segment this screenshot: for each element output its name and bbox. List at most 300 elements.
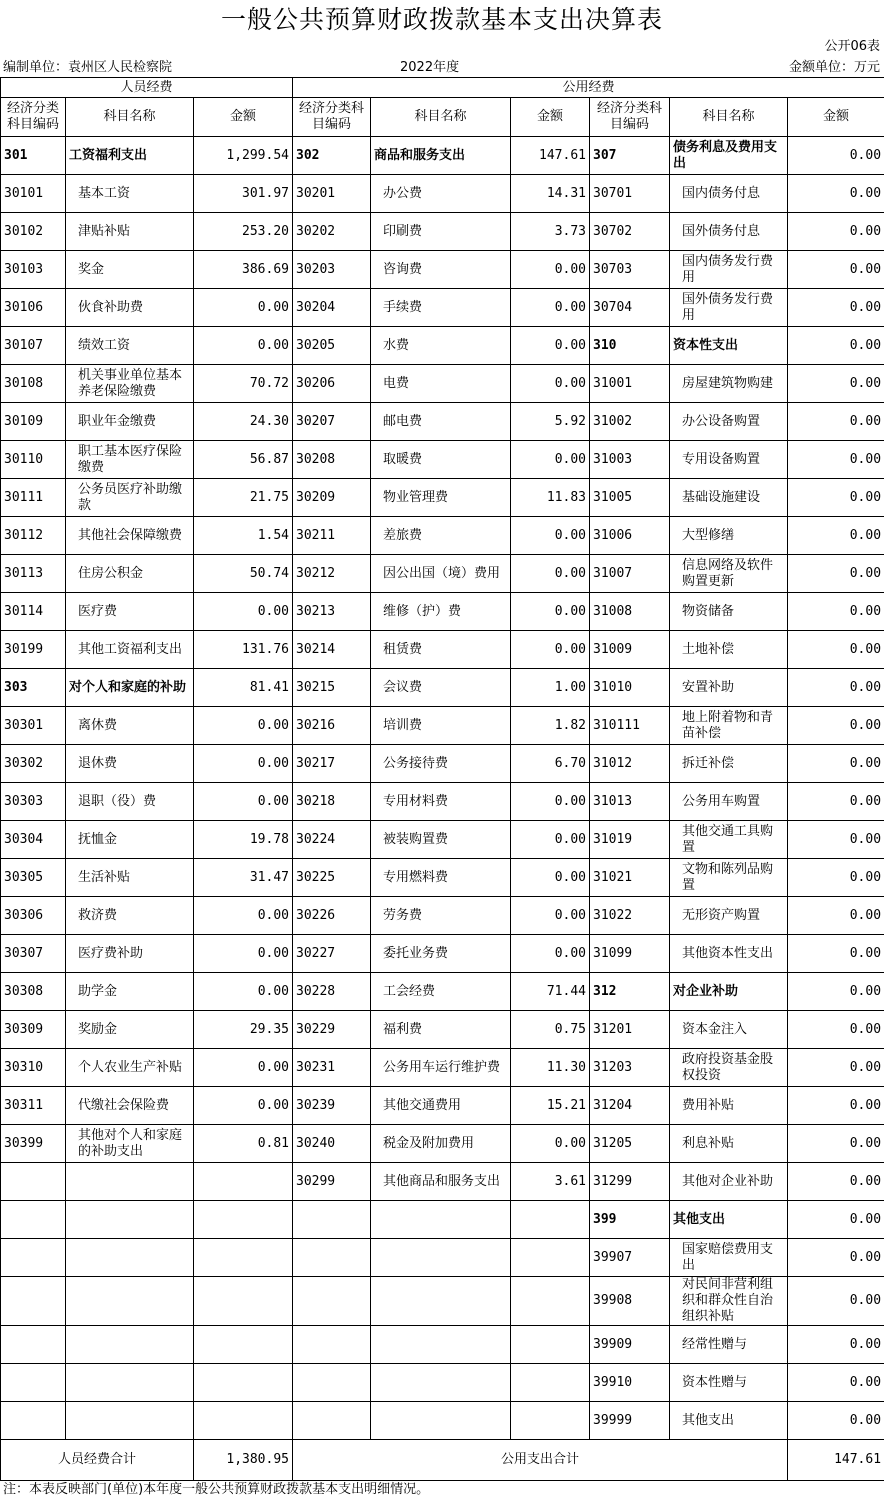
item-amount: 0.00 <box>511 631 590 669</box>
col-amount-header: 金额 <box>511 98 590 137</box>
item-amount: 0.00 <box>788 1277 884 1326</box>
item-amount: 1.82 <box>511 707 590 745</box>
item-amount: 0.00 <box>788 783 884 821</box>
item-amount: 0.00 <box>194 935 293 973</box>
item-amount: 29.35 <box>194 1011 293 1049</box>
item-amount: 0.00 <box>194 593 293 631</box>
item-name: 其他交通工具购置 <box>670 821 788 859</box>
item-code: 31005 <box>590 479 670 517</box>
item-code: 31204 <box>590 1087 670 1125</box>
item-amount: 1,299.54 <box>194 137 293 175</box>
table-row <box>1 479 884 517</box>
item-name: 奖金 <box>66 251 194 289</box>
item-name: 退休费 <box>66 745 194 783</box>
table-row <box>1 859 884 897</box>
item-code: 30208 <box>293 441 371 479</box>
item-amount: 81.41 <box>194 669 293 707</box>
table-row <box>1 973 884 1011</box>
item-amount <box>511 1402 590 1440</box>
item-code: 30304 <box>1 821 66 859</box>
item-name: 医疗费补助 <box>66 935 194 973</box>
item-code: 30204 <box>293 289 371 327</box>
item-amount: 56.87 <box>194 441 293 479</box>
item-amount: 15.21 <box>511 1087 590 1125</box>
item-code: 30299 <box>293 1163 371 1201</box>
public-header: 公用经费 <box>293 78 884 98</box>
item-amount: 0.00 <box>194 1049 293 1087</box>
item-amount: 0.81 <box>194 1125 293 1163</box>
item-amount: 0.00 <box>788 365 884 403</box>
item-name: 代缴社会保险费 <box>66 1087 194 1125</box>
item-amount: 0.00 <box>788 403 884 441</box>
item-amount: 0.00 <box>788 137 884 175</box>
item-code: 30202 <box>293 213 371 251</box>
item-name: 对民间非营利组织和群众性自治组织补贴 <box>670 1277 788 1326</box>
item-name: 被装购置费 <box>371 821 511 859</box>
item-code: 30102 <box>1 213 66 251</box>
item-name: 差旅费 <box>371 517 511 555</box>
item-name: 资本金注入 <box>670 1011 788 1049</box>
item-name <box>66 1163 194 1201</box>
item-code <box>293 1201 371 1239</box>
item-name: 其他支出 <box>670 1402 788 1440</box>
item-amount: 71.44 <box>511 973 590 1011</box>
item-amount: 0.00 <box>194 973 293 1011</box>
item-code: 39908 <box>590 1277 670 1326</box>
public-total-amount: 147.61 <box>788 1440 884 1481</box>
item-name: 伙食补助费 <box>66 289 194 327</box>
table-row <box>1 289 884 327</box>
item-amount: 0.00 <box>788 935 884 973</box>
item-code: 30212 <box>293 555 371 593</box>
item-code: 30702 <box>590 213 670 251</box>
item-amount: 3.73 <box>511 213 590 251</box>
item-name <box>371 1364 511 1402</box>
table-row <box>1 631 884 669</box>
item-code: 30211 <box>293 517 371 555</box>
totals-row <box>1 1440 884 1481</box>
item-amount: 0.00 <box>511 859 590 897</box>
item-amount: 0.00 <box>511 593 590 631</box>
item-name: 救济费 <box>66 897 194 935</box>
item-amount <box>194 1326 293 1364</box>
item-amount: 0.00 <box>194 897 293 935</box>
item-name: 生活补贴 <box>66 859 194 897</box>
item-amount: 0.00 <box>788 213 884 251</box>
item-amount: 0.00 <box>788 1049 884 1087</box>
item-code: 31003 <box>590 441 670 479</box>
item-amount: 0.00 <box>788 1125 884 1163</box>
item-code: 30306 <box>1 897 66 935</box>
item-amount: 0.00 <box>194 327 293 365</box>
item-name: 工会经费 <box>371 973 511 1011</box>
item-name: 国内债务付息 <box>670 175 788 213</box>
item-name: 邮电费 <box>371 403 511 441</box>
item-code: 31201 <box>590 1011 670 1049</box>
item-name: 医疗费 <box>66 593 194 631</box>
item-code <box>1 1277 66 1326</box>
col-name-header: 科目名称 <box>66 98 194 137</box>
personnel-total-label: 人员经费合计 <box>1 1440 194 1481</box>
item-code: 31022 <box>590 897 670 935</box>
item-amount: 0.00 <box>788 1087 884 1125</box>
col-name-header: 科目名称 <box>371 98 511 137</box>
item-code: 31205 <box>590 1125 670 1163</box>
item-name: 办公费 <box>371 175 511 213</box>
item-code: 30111 <box>1 479 66 517</box>
item-name: 其他支出 <box>670 1201 788 1239</box>
item-amount: 0.00 <box>511 897 590 935</box>
item-name: 文物和陈列品购置 <box>670 859 788 897</box>
item-name: 其他对企业补助 <box>670 1163 788 1201</box>
item-name: 专用材料费 <box>371 783 511 821</box>
item-code: 30217 <box>293 745 371 783</box>
item-name: 国外债务付息 <box>670 213 788 251</box>
item-name: 地上附着物和青苗补偿 <box>670 707 788 745</box>
item-name: 抚恤金 <box>66 821 194 859</box>
item-code: 30305 <box>1 859 66 897</box>
item-code: 30311 <box>1 1087 66 1125</box>
item-code: 39907 <box>590 1239 670 1277</box>
item-amount: 147.61 <box>511 137 590 175</box>
item-code: 30703 <box>590 251 670 289</box>
item-name <box>66 1239 194 1277</box>
item-code: 301 <box>1 137 66 175</box>
item-name: 津贴补贴 <box>66 213 194 251</box>
item-name: 土地补偿 <box>670 631 788 669</box>
table-row <box>1 327 884 365</box>
item-name <box>66 1201 194 1239</box>
item-code: 310 <box>590 327 670 365</box>
item-name: 离休费 <box>66 707 194 745</box>
item-code: 30301 <box>1 707 66 745</box>
item-code: 30309 <box>1 1011 66 1049</box>
item-amount <box>511 1277 590 1326</box>
item-code: 30206 <box>293 365 371 403</box>
col-code-header: 经济分类科目编码 <box>1 98 66 137</box>
item-amount <box>511 1326 590 1364</box>
item-code: 31099 <box>590 935 670 973</box>
item-amount: 5.92 <box>511 403 590 441</box>
item-code: 30201 <box>293 175 371 213</box>
item-name: 费用补贴 <box>670 1087 788 1125</box>
item-code <box>293 1239 371 1277</box>
table-row <box>1 707 884 745</box>
item-amount: 0.00 <box>788 1364 884 1402</box>
item-amount: 0.00 <box>788 1326 884 1364</box>
item-code: 30701 <box>590 175 670 213</box>
item-amount: 0.00 <box>788 479 884 517</box>
item-amount <box>511 1239 590 1277</box>
item-code: 30207 <box>293 403 371 441</box>
item-amount: 0.00 <box>788 821 884 859</box>
item-name <box>66 1402 194 1440</box>
item-code: 302 <box>293 137 371 175</box>
item-amount: 131.76 <box>194 631 293 669</box>
item-amount: 0.00 <box>788 1239 884 1277</box>
item-code <box>1 1163 66 1201</box>
item-amount <box>511 1201 590 1239</box>
item-name <box>66 1277 194 1326</box>
item-amount: 0.00 <box>194 1087 293 1125</box>
item-name: 其他对个人和家庭的补助支出 <box>66 1125 194 1163</box>
currency-unit: 金额单位：万元 <box>788 60 880 75</box>
item-code: 31021 <box>590 859 670 897</box>
item-amount: 21.75 <box>194 479 293 517</box>
item-amount: 0.00 <box>788 745 884 783</box>
item-name: 物资储备 <box>670 593 788 631</box>
item-amount: 0.00 <box>788 1011 884 1049</box>
item-name: 取暖费 <box>371 441 511 479</box>
table-row <box>1 175 884 213</box>
expenditure-table <box>0 77 884 1481</box>
item-amount: 0.00 <box>194 707 293 745</box>
item-code: 30106 <box>1 289 66 327</box>
item-name: 专用设备购置 <box>670 441 788 479</box>
table-row <box>1 1326 884 1364</box>
item-code: 30226 <box>293 897 371 935</box>
item-name: 公务用车运行维护费 <box>371 1049 511 1087</box>
item-name: 国内债务发行费用 <box>670 251 788 289</box>
item-name <box>371 1277 511 1326</box>
col-code-header: 经济分类科目编码 <box>590 98 670 137</box>
item-code: 31012 <box>590 745 670 783</box>
table-row <box>1 1402 884 1440</box>
item-amount: 0.75 <box>511 1011 590 1049</box>
item-amount: 0.00 <box>788 251 884 289</box>
item-amount: 24.30 <box>194 403 293 441</box>
item-name: 对企业补助 <box>670 973 788 1011</box>
item-code: 30227 <box>293 935 371 973</box>
table-row <box>1 821 884 859</box>
footnote: 注：本表反映部门(单位)本年度一般公共预算财政拨款基本支出明细情况。 <box>3 1482 430 1497</box>
item-name: 手续费 <box>371 289 511 327</box>
item-amount: 0.00 <box>788 631 884 669</box>
table-row <box>1 1049 884 1087</box>
item-code: 310111 <box>590 707 670 745</box>
item-code: 30231 <box>293 1049 371 1087</box>
item-amount: 0.00 <box>788 1402 884 1440</box>
item-code: 31019 <box>590 821 670 859</box>
item-name: 退职（役）费 <box>66 783 194 821</box>
item-code: 399 <box>590 1201 670 1239</box>
item-name: 个人农业生产补贴 <box>66 1049 194 1087</box>
item-code: 30209 <box>293 479 371 517</box>
item-amount: 0.00 <box>511 441 590 479</box>
item-name: 培训费 <box>371 707 511 745</box>
item-code <box>1 1239 66 1277</box>
item-code: 30199 <box>1 631 66 669</box>
table-row <box>1 1125 884 1163</box>
table-row <box>1 213 884 251</box>
item-amount <box>194 1201 293 1239</box>
item-name: 资本性支出 <box>670 327 788 365</box>
item-code: 31010 <box>590 669 670 707</box>
item-amount: 0.00 <box>788 897 884 935</box>
item-amount: 19.78 <box>194 821 293 859</box>
item-code: 30109 <box>1 403 66 441</box>
table-row <box>1 1011 884 1049</box>
item-amount: 386.69 <box>194 251 293 289</box>
item-name: 商品和服务支出 <box>371 137 511 175</box>
item-name: 基础设施建设 <box>670 479 788 517</box>
item-amount: 50.74 <box>194 555 293 593</box>
item-code: 31009 <box>590 631 670 669</box>
item-code: 30213 <box>293 593 371 631</box>
item-amount: 0.00 <box>511 1125 590 1163</box>
col-amount-header: 金额 <box>788 98 884 137</box>
item-name: 助学金 <box>66 973 194 1011</box>
item-name: 其他工资福利支出 <box>66 631 194 669</box>
personnel-total-amount: 1,380.95 <box>194 1440 293 1481</box>
item-name: 公务用车购置 <box>670 783 788 821</box>
table-row <box>1 593 884 631</box>
item-amount: 0.00 <box>788 289 884 327</box>
item-name: 福利费 <box>371 1011 511 1049</box>
item-amount: 11.83 <box>511 479 590 517</box>
item-name: 资本性赠与 <box>670 1364 788 1402</box>
table-row <box>1 403 884 441</box>
item-amount: 3.61 <box>511 1163 590 1201</box>
item-name: 职工基本医疗保险缴费 <box>66 441 194 479</box>
item-name: 国家赔偿费用支出 <box>670 1239 788 1277</box>
table-row <box>1 669 884 707</box>
item-amount: 0.00 <box>788 441 884 479</box>
item-name: 印刷费 <box>371 213 511 251</box>
item-amount: 0.00 <box>788 175 884 213</box>
item-code: 30114 <box>1 593 66 631</box>
item-code: 31002 <box>590 403 670 441</box>
item-code <box>1 1402 66 1440</box>
item-code: 30203 <box>293 251 371 289</box>
item-name: 其他资本性支出 <box>670 935 788 973</box>
item-amount: 0.00 <box>511 935 590 973</box>
table-row <box>1 251 884 289</box>
item-code: 30399 <box>1 1125 66 1163</box>
item-name: 大型修缮 <box>670 517 788 555</box>
item-code: 30110 <box>1 441 66 479</box>
item-code: 30112 <box>1 517 66 555</box>
table-row <box>1 1087 884 1125</box>
item-amount: 0.00 <box>788 327 884 365</box>
item-code: 30101 <box>1 175 66 213</box>
item-amount: 0.00 <box>511 327 590 365</box>
item-name: 其他交通费用 <box>371 1087 511 1125</box>
item-amount <box>194 1402 293 1440</box>
item-code: 30240 <box>293 1125 371 1163</box>
item-code: 30303 <box>1 783 66 821</box>
item-name: 咨询费 <box>371 251 511 289</box>
item-name: 其他商品和服务支出 <box>371 1163 511 1201</box>
item-amount: 0.00 <box>511 821 590 859</box>
table-number: 公开06表 <box>824 39 880 54</box>
item-code <box>293 1364 371 1402</box>
item-code: 30107 <box>1 327 66 365</box>
item-amount: 0.00 <box>788 973 884 1011</box>
item-amount: 14.31 <box>511 175 590 213</box>
item-code: 312 <box>590 973 670 1011</box>
item-name <box>371 1402 511 1440</box>
item-code: 30302 <box>1 745 66 783</box>
item-name: 奖励金 <box>66 1011 194 1049</box>
item-name <box>371 1239 511 1277</box>
item-code <box>293 1277 371 1326</box>
item-name: 安置补助 <box>670 669 788 707</box>
item-name: 委托业务费 <box>371 935 511 973</box>
public-total-label: 公用支出合计 <box>293 1440 788 1481</box>
item-amount <box>194 1163 293 1201</box>
item-amount: 0.00 <box>511 289 590 327</box>
item-code: 30113 <box>1 555 66 593</box>
item-name <box>371 1201 511 1239</box>
item-code: 30216 <box>293 707 371 745</box>
table-row <box>1 783 884 821</box>
item-amount <box>194 1364 293 1402</box>
item-code: 30310 <box>1 1049 66 1087</box>
item-amount: 0.00 <box>511 517 590 555</box>
table-row <box>1 365 884 403</box>
table-row <box>1 1364 884 1402</box>
table-row <box>1 517 884 555</box>
item-code: 30218 <box>293 783 371 821</box>
item-name: 无形资产购置 <box>670 897 788 935</box>
item-name: 职业年金缴费 <box>66 403 194 441</box>
item-name <box>371 1326 511 1364</box>
item-amount: 70.72 <box>194 365 293 403</box>
item-code <box>1 1201 66 1239</box>
item-code: 30215 <box>293 669 371 707</box>
item-name: 债务利息及费用支出 <box>670 137 788 175</box>
item-code: 39910 <box>590 1364 670 1402</box>
item-code: 30228 <box>293 973 371 1011</box>
item-code <box>293 1402 371 1440</box>
item-code: 30103 <box>1 251 66 289</box>
item-name: 会议费 <box>371 669 511 707</box>
item-amount: 31.47 <box>194 859 293 897</box>
item-name: 拆迁补偿 <box>670 745 788 783</box>
item-code: 30229 <box>293 1011 371 1049</box>
item-code <box>293 1326 371 1364</box>
item-name: 租赁费 <box>371 631 511 669</box>
item-amount: 0.00 <box>788 1201 884 1239</box>
item-code: 307 <box>590 137 670 175</box>
item-name: 绩效工资 <box>66 327 194 365</box>
item-code <box>1 1364 66 1402</box>
table-row <box>1 555 884 593</box>
item-name: 住房公积金 <box>66 555 194 593</box>
item-amount: 0.00 <box>194 289 293 327</box>
item-code: 39909 <box>590 1326 670 1364</box>
item-name: 因公出国（境）费用 <box>371 555 511 593</box>
item-code: 31001 <box>590 365 670 403</box>
col-name-header: 科目名称 <box>670 98 788 137</box>
table-row <box>1 441 884 479</box>
item-code: 303 <box>1 669 66 707</box>
item-code: 31007 <box>590 555 670 593</box>
item-name: 利息补贴 <box>670 1125 788 1163</box>
item-amount: 0.00 <box>511 555 590 593</box>
table-row <box>1 137 884 175</box>
table-row <box>1 1239 884 1277</box>
item-name: 房屋建筑物购建 <box>670 365 788 403</box>
item-name: 机关事业单位基本养老保险缴费 <box>66 365 194 403</box>
item-amount: 0.00 <box>788 707 884 745</box>
table-row <box>1 935 884 973</box>
item-code: 30239 <box>293 1087 371 1125</box>
item-amount: 0.00 <box>511 365 590 403</box>
col-amount-header: 金额 <box>194 98 293 137</box>
item-amount: 0.00 <box>788 859 884 897</box>
